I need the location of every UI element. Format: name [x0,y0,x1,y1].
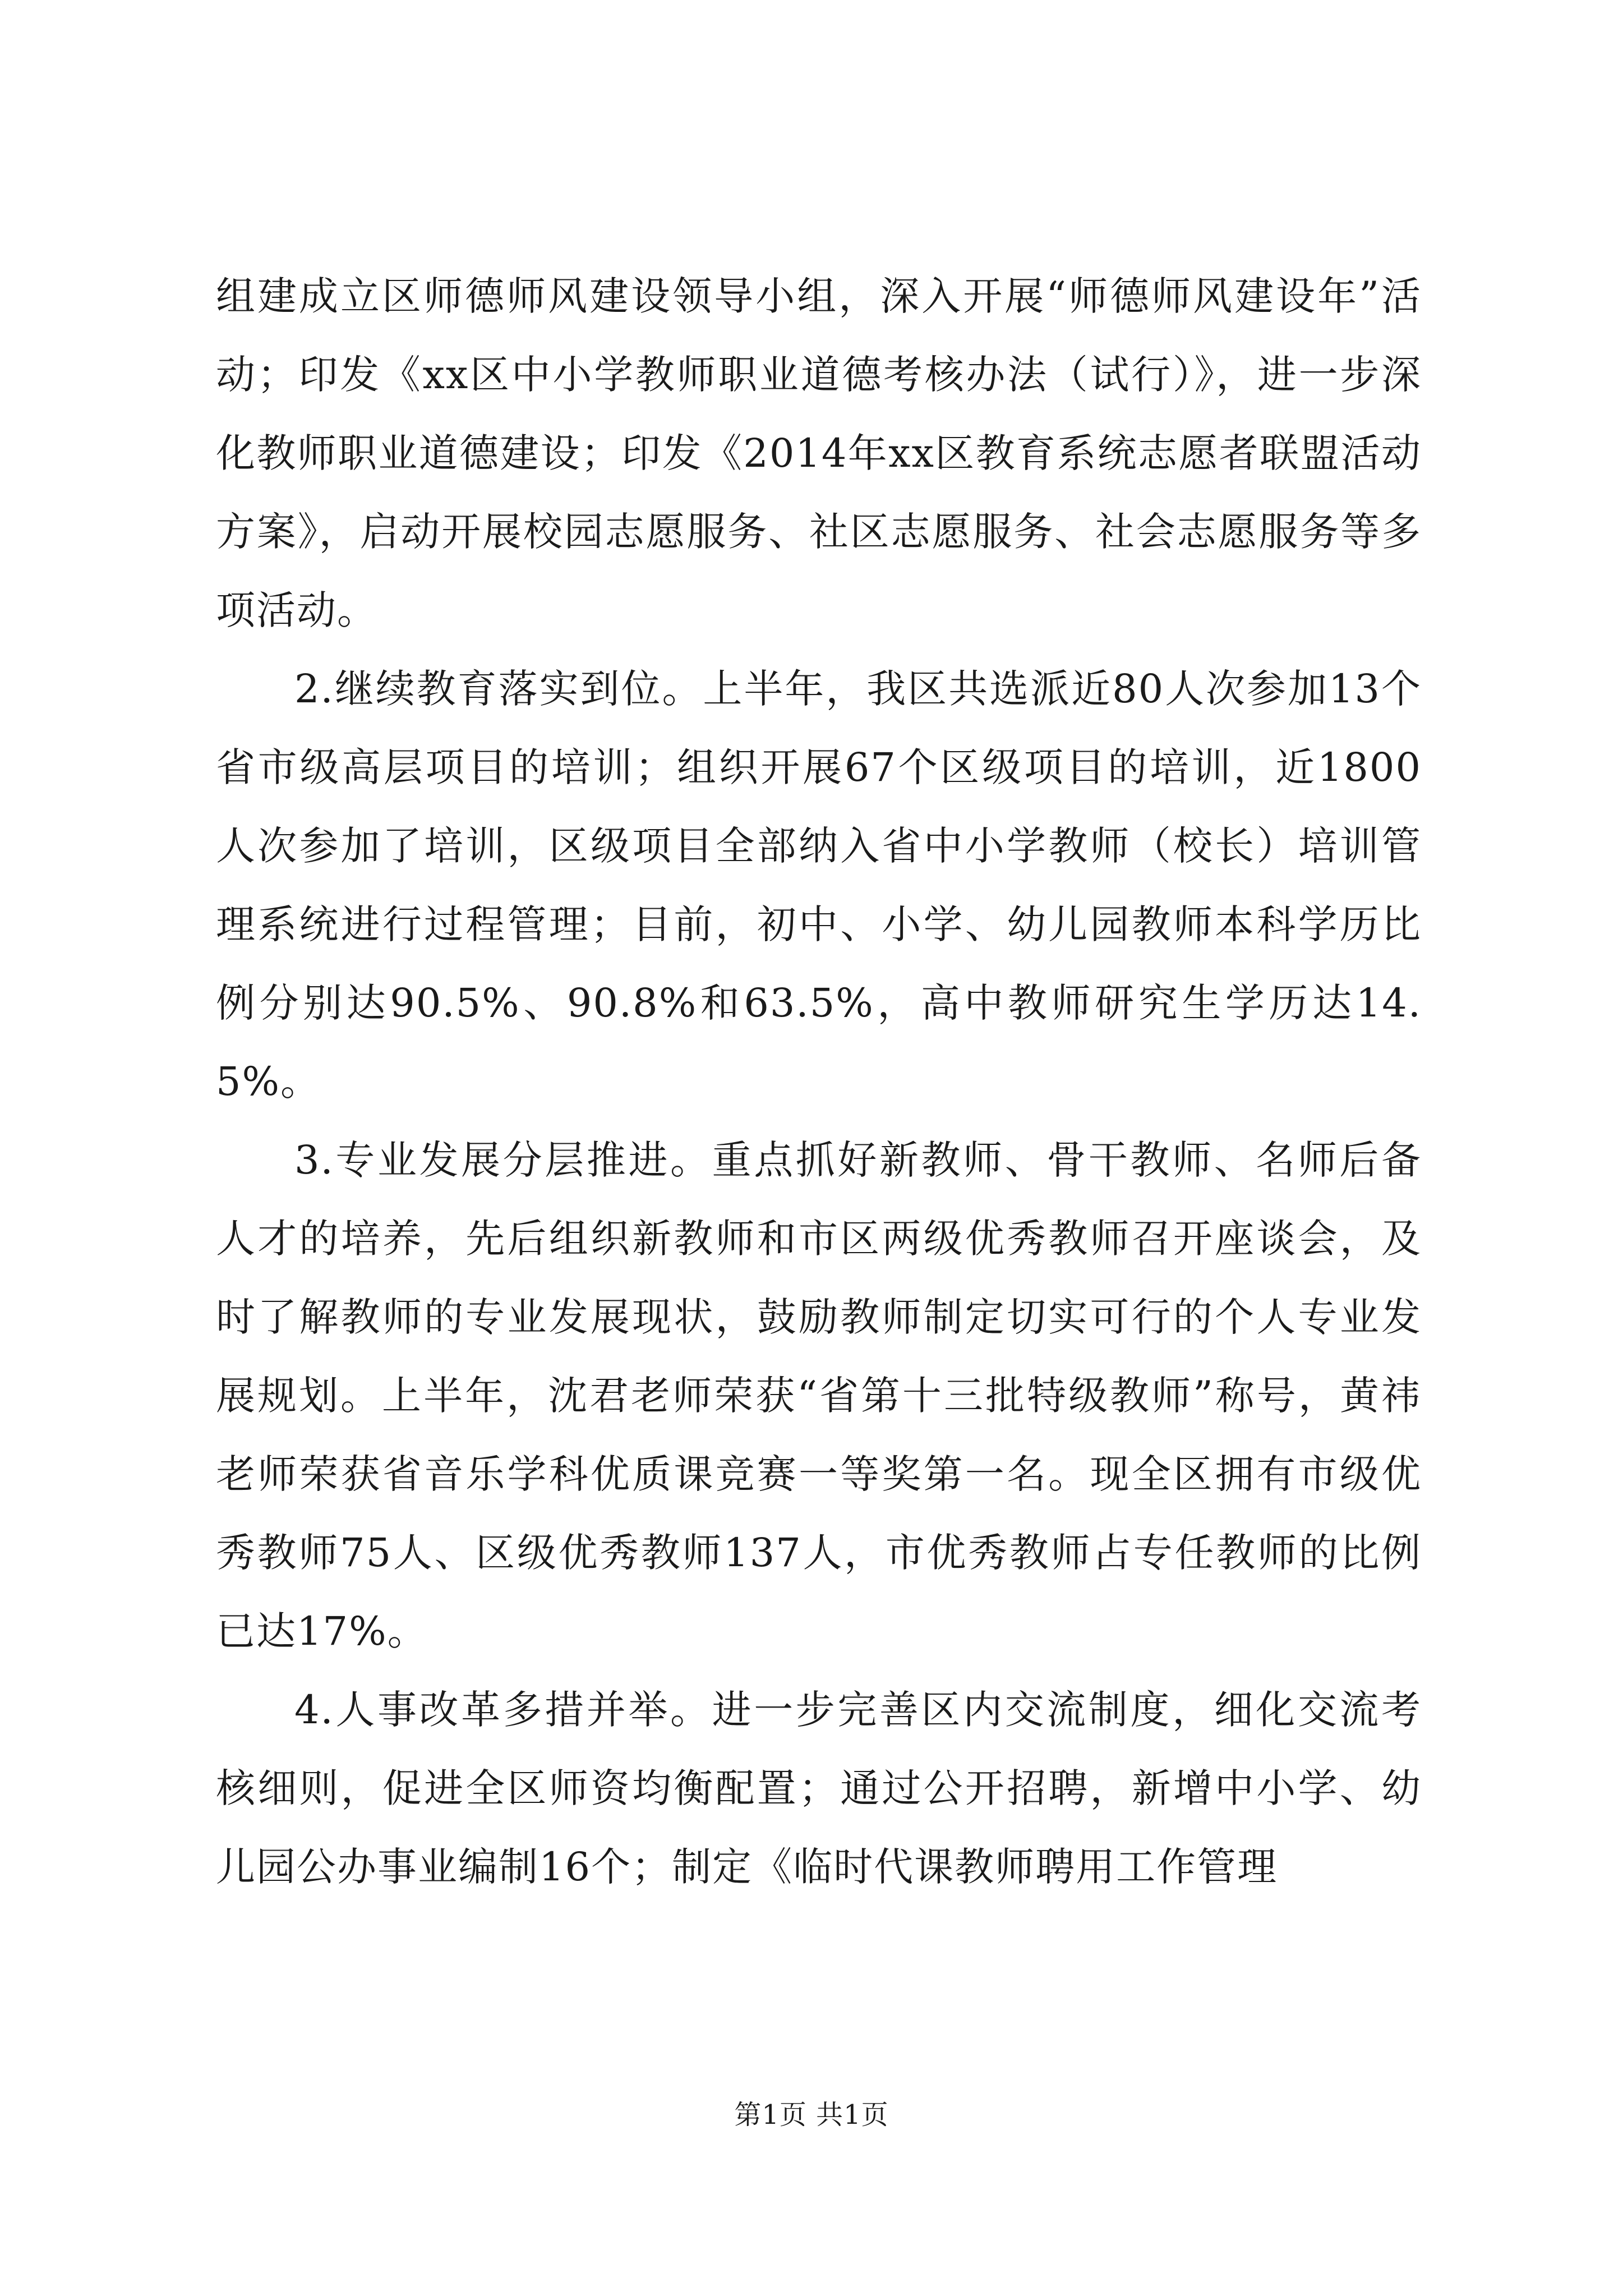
document-body [216,257,1422,1906]
paragraph-continuation: 组建成立区师德师风建设领导小组，深入开展“师德师风建设年”活动；印发《xx区中小学教师职业道德考核办法（试行）》，进一步深化教师职业道德建设；印发《2014年xx区教育系统志愿者联盟活动方案》，启动开展校园志愿服务、社区志愿服务、社会志愿服务等多项活动。 [216,273,1422,633]
page-footer: 第1页 共1页 [734,2099,889,2131]
paragraph-personnel-reform: 4.人事改革多措并举。进一步完善区内交流制度，细化交流考核细则，促进全区师资均衡配置；通过公开招聘，新增中小学、幼儿园公办事业编制16个；制定《临时代课教师聘用工作管理 [216,1687,1422,1890]
paragraph-professional-development: 3.专业发展分层推进。重点抓好新教师、骨干教师、名师后备人才的培养，先后组织新教师和市区两级优秀教师召开座谈会，及时了解教师的专业发展现状，鼓励教师制定切实可行的个人专业发展规划。上半年，沈君老师荣获“省第十三批特级教师”称号，黄祎老师荣获省音乐学科优质课竞赛一等奖第一名。现全区拥有市级优秀教师75人、区级优秀教师137人，市优秀教师占专任教师的比例已达17%。 [216,1137,1422,1654]
paragraph-continuing-education: 2.继续教育落实到位。上半年，我区共选派近80人次参加13个省市级高层项目的培训；组织开展67个区级项目的培训，近1800人次参加了培训，区级项目全部纳入省中小学教师（校长）培训管理系统进行过程管理；目前，初中、小学、幼儿园教师本科学历比例分别达90.5%、90.8%和63.5%，高中教师研究生学历达14.5%。 [216,666,1422,1105]
